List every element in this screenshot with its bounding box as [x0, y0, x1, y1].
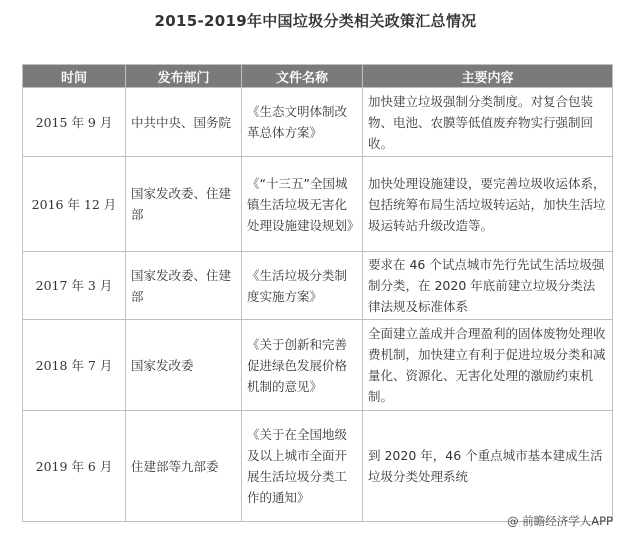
- cell-doc: 《生活垃圾分类制度实施方案》: [242, 252, 363, 320]
- table-row: [23, 252, 613, 320]
- cell-doc: 《“十三五”全国城镇生活垃圾无害化处理设施建设规划》: [242, 157, 363, 252]
- table-row: [23, 411, 613, 522]
- cell-dept: 国家发改委: [126, 320, 242, 411]
- page-title: 2015-2019年中国垃圾分类相关政策汇总情况: [154, 12, 477, 30]
- cell-dept: 住建部等九部委: [126, 411, 242, 522]
- header-time: 时间: [23, 65, 126, 88]
- table-header-row: [23, 65, 613, 88]
- cell-content: 加快建立垃圾强制分类制度。对复合包装物、电池、农膜等低值废弃物实行强制回收。: [363, 88, 613, 157]
- cell-time: 2018 年 7 月: [23, 320, 126, 411]
- cell-content: 要求在 46 个试点城市先行先试生活垃圾强制分类，在 2020 年底前建立垃圾分类法律法规及标准体系: [363, 252, 613, 320]
- header-dept: 发布部门: [126, 65, 242, 88]
- cell-content: 加快处理设施建设，要完善垃圾收运体系，包括统筹布局生活垃圾转运站，加快生活垃圾运转站升级改造等。: [363, 157, 613, 252]
- table-row: [23, 320, 613, 411]
- cell-dept: 国家发改委、住建部: [126, 252, 242, 320]
- cell-content: 到 2020 年，46 个重点城市基本建成生活垃圾分类处理系统: [363, 411, 613, 522]
- table-row: [23, 88, 613, 157]
- source-credit: @ 前瞻经济学人APP: [507, 514, 613, 528]
- cell-doc: 《生态文明体制改革总体方案》: [242, 88, 363, 157]
- policy-table: [22, 64, 613, 522]
- cell-time: 2015 年 9 月: [23, 88, 126, 157]
- cell-doc: 《关于创新和完善促进绿色发展价格机制的意见》: [242, 320, 363, 411]
- cell-time: 2019 年 6 月: [23, 411, 126, 522]
- cell-dept: 国家发改委、住建部: [126, 157, 242, 252]
- header-content: 主要内容: [363, 65, 613, 88]
- cell-dept: 中共中央、国务院: [126, 88, 242, 157]
- header-doc: 文件名称: [242, 65, 363, 88]
- cell-time: 2016 年 12 月: [23, 157, 126, 252]
- table-row: [23, 157, 613, 252]
- cell-doc: 《关于在全国地级及以上城市全面开展生活垃圾分类工作的通知》: [242, 411, 363, 522]
- cell-content: 全面建立盖成并合理盈利的固体废物处理收费机制，加快建立有利于促进垃圾分类和减量化、资源化、无害化处理的激励约束机制。: [363, 320, 613, 411]
- cell-time: 2017 年 3 月: [23, 252, 126, 320]
